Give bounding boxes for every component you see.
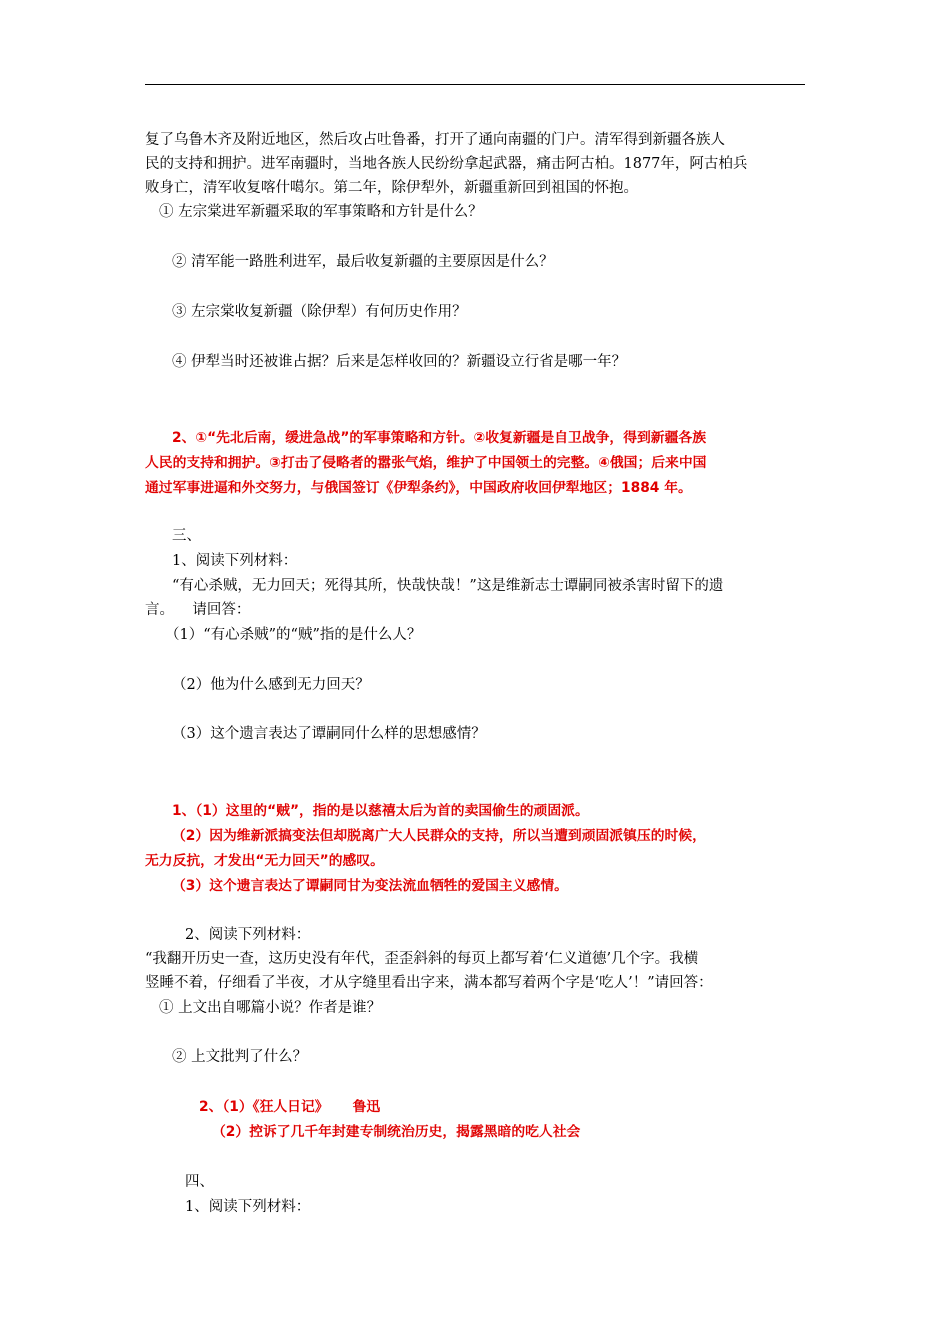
q2-item-1: ① 左宗棠进军新疆采取的军事策略和方针是什么？ xyxy=(159,204,483,220)
s3-q2-answer-2: （2）控诉了几千年封建专制统治历史，揭露黑暗的吃人社会 xyxy=(212,1124,581,1140)
s3-q2-item-1: ① 上文出自哪篇小说？作者是谁？ xyxy=(159,1000,382,1016)
s3-q1-answer-4: （3）这个遗言表达了谭嗣同甘为变法流血牺牲的爱国主义感情。 xyxy=(172,878,568,894)
q2-answer-line-3: 通过军事进逼和外交努力，与俄国签订《伊犁条约》，中国政府收回伊犁地区；1884 年。 xyxy=(145,480,692,496)
s3-q1-answer-2: （2）因为维新派搞变法但却脱离广大人民群众的支持，所以当遭到顽固派镇压的时候， xyxy=(172,828,706,844)
section-4-heading: 四、 xyxy=(185,1174,214,1190)
s3-q2-material-2: 竖睡不着，仔细看了半夜，才从字缝里看出字来，满本都写着两个字是‘吃人’！”请回答： xyxy=(145,975,713,991)
s3-q1-title: 1、阅读下列材料： xyxy=(172,553,298,569)
q2-item-3: ③ 左宗棠收复新疆（除伊犁）有何历史作用？ xyxy=(172,304,467,320)
s3-q1-item-2: （2）他为什么感到无力回天？ xyxy=(172,677,370,693)
q2-item-2: ② 清军能一路胜利进军，最后收复新疆的主要原因是什么？ xyxy=(172,254,554,270)
s3-q1-item-1: （1）“有心杀贼”的“贼”指的是什么人？ xyxy=(165,627,422,643)
intro-line-2: 民的支持和拥护。进军南疆时，当地各族人民纷纷拿起武器，痛击阿古柏。1877年，阿古柏兵 xyxy=(145,156,748,172)
intro-line-3: 败身亡，清军收复喀什噶尔。第二年，除伊犁外，新疆重新回到祖国的怀抱。 xyxy=(145,180,638,196)
s3-q2-material-1: “我翻开历史一查，这历史没有年代，歪歪斜斜的每页上都写着‘仁义道德’几个字。我横 xyxy=(145,951,699,967)
s4-q1-title: 1、阅读下列材料： xyxy=(185,1199,311,1215)
s3-q1-material-2: 言。 请回答： xyxy=(145,602,251,618)
s3-q1-material-1: “有心杀贼，无力回天；死得其所，快哉快哉！”这是维新志士谭嗣同被杀害时留下的遗 xyxy=(172,578,724,594)
q2-answer-line-1: 2、①“先北后南，缓进急战”的军事策略和方针。②收复新疆是自卫战争，得到新疆各族 xyxy=(172,430,706,446)
section-3-heading: 三、 xyxy=(172,528,201,544)
q2-answer-line-2: 人民的支持和拥护。③打击了侵略者的嚣张气焰，维护了中国领土的完整。④俄国；后来中国 xyxy=(145,455,707,471)
s3-q1-answer-1: 1、（1）这里的“贼”，指的是以慈禧太后为首的卖国偷生的顽固派。 xyxy=(172,803,589,819)
s3-q1-answer-3: 无力反抗，才发出“无力回天”的感叹。 xyxy=(145,853,384,869)
s3-q2-item-2: ② 上文批判了什么？ xyxy=(172,1049,308,1065)
s3-q2-answer-1: 2、（1）《狂人日记》 鲁迅 xyxy=(199,1099,381,1115)
q2-item-4: ④ 伊犁当时还被谁占据？后来是怎样收回的？新疆设立行省是哪一年？ xyxy=(172,354,627,370)
s3-q1-item-3: （3）这个遗言表达了谭嗣同什么样的思想感情？ xyxy=(172,726,486,742)
s3-q2-title: 2、阅读下列材料： xyxy=(185,927,311,943)
header-rule xyxy=(145,84,805,85)
intro-line-1: 复了乌鲁木齐及附近地区，然后攻占吐鲁番，打开了通向南疆的门户。清军得到新疆各族人 xyxy=(145,132,725,148)
